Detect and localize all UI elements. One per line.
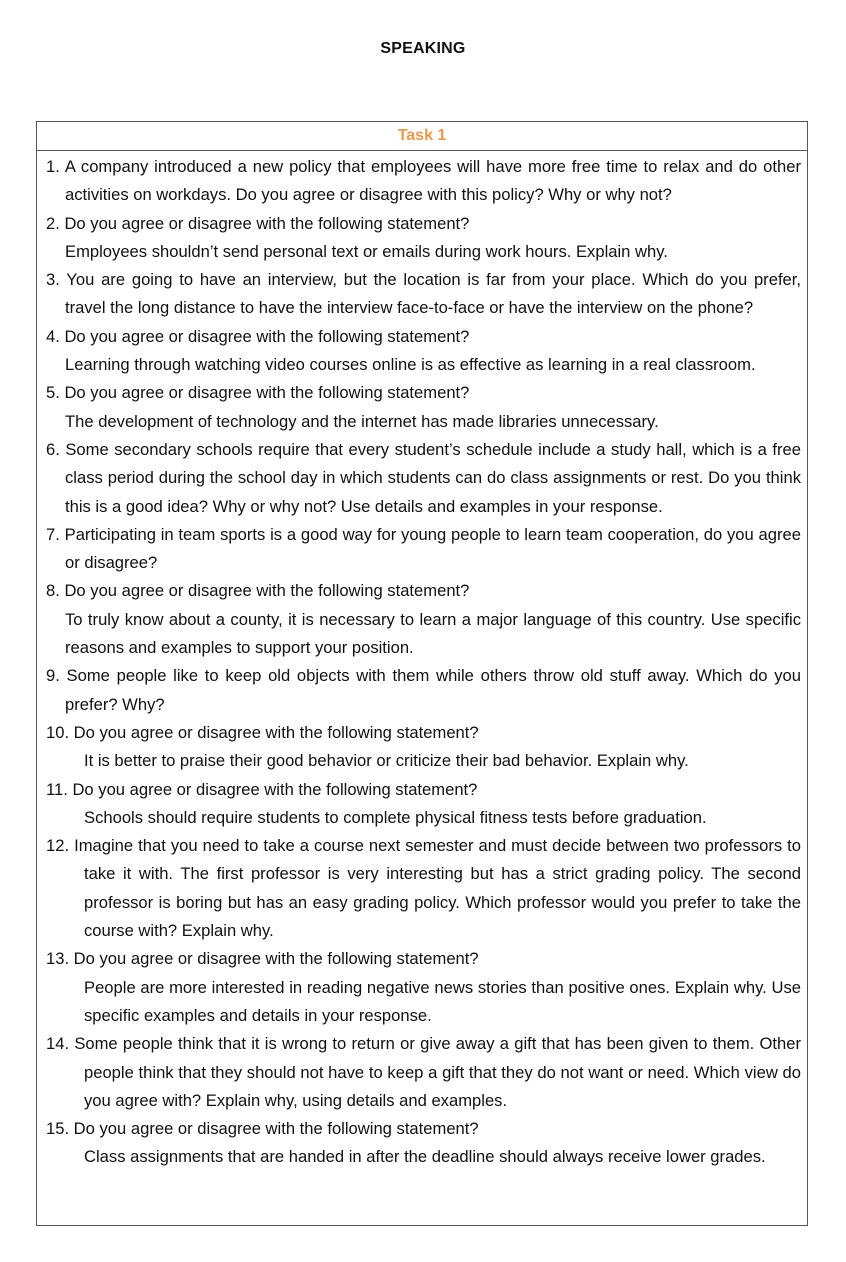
question-text: 15. Do you agree or disagree with the following statement? — [46, 1119, 479, 1139]
question-item — [46, 323, 801, 380]
question-statement: People are more interested in reading negative news stories than positive ones. Explain why. Use specific examples and details in your response. — [84, 977, 801, 1025]
page-title: SPEAKING — [380, 40, 466, 57]
question-item — [46, 379, 801, 436]
question-statement: It is better to praise their good behavior or criticize their bad behavior. Explain why. — [84, 751, 689, 771]
question-item — [46, 266, 801, 323]
question-item — [46, 436, 801, 521]
question-item — [46, 832, 801, 945]
question-item — [46, 1030, 801, 1115]
question-text: 2. Do you agree or disagree with the following statement? — [46, 213, 470, 233]
question-text: 12. Imagine that you need to take a course next semester and must decide between two professors to take it with. The first professor is very interesting but has a strict grading policy. The second professor is boring but has an easy grading policy. Which professor would you prefer to take the course with? Explain why. — [46, 836, 801, 941]
question-text: 8. Do you agree or disagree with the following statement? — [46, 581, 470, 601]
question-text: 1. A company introduced a new policy that employees will have more free time to relax and do other activities on workdays. Do you agree or disagree with this policy? Why or why not? — [46, 157, 801, 205]
question-text: 10. Do you agree or disagree with the following statement? — [46, 722, 479, 742]
question-item — [46, 945, 801, 1030]
question-text: 14. Some people think that it is wrong to return or give away a gift that has been given to them. Other people think that they should not have to keep a gift that they do not want or need. Which view do you agree with? Explain why, using details and examples. — [46, 1034, 801, 1110]
question-statement: To truly know about a county, it is necessary to learn a major language of this country. Use specific reasons and examples to support your position. — [65, 609, 801, 658]
question-text: 7. Participating in team sports is a good way for young people to learn team cooperation, do you agree or disagree? — [46, 524, 801, 573]
question-text: 6. Some secondary schools require that every student’s schedule include a study hall, which is a free class period during the school day in which students can do class assignments or rest. Do you think this is a good idea? Why or why not? Use details and examples in your response. — [46, 439, 801, 516]
question-statement: Schools should require students to complete physical fitness tests before graduation. — [84, 807, 707, 827]
question-item — [46, 1115, 801, 1172]
question-text: 3. You are going to have an interview, but the location is far from your place. Which do you prefer, travel the long distance to have the interview face-to-face or have the interview on the phone? — [46, 270, 801, 318]
question-statement: Employees shouldn’t send personal text or emails during work hours. Explain why. — [65, 241, 668, 261]
question-item — [46, 719, 801, 776]
question-text: 9. Some people like to keep old objects with them while others throw old stuff away. Which do you prefer? Why? — [46, 666, 801, 714]
question-statement: The development of technology and the internet has made libraries unnecessary. — [65, 411, 659, 431]
question-text: 5. Do you agree or disagree with the following statement? — [46, 383, 470, 403]
question-item — [46, 210, 801, 267]
question-item — [46, 577, 801, 662]
question-item — [46, 662, 801, 719]
task-header: Task 1 — [37, 122, 807, 151]
question-item — [46, 521, 801, 578]
question-statement: Learning through watching video courses online is as effective as learning in a real classroom. — [65, 355, 756, 375]
question-text: 11. Do you agree or disagree with the following statement? — [46, 779, 478, 799]
task-box — [36, 121, 808, 1226]
question-text: 4. Do you agree or disagree with the following statement? — [46, 326, 470, 346]
question-text: 13. Do you agree or disagree with the following statement? — [46, 949, 479, 969]
question-item — [46, 153, 801, 210]
question-item — [46, 776, 801, 833]
question-statement: Class assignments that are handed in after the deadline should always receive lower grades. — [84, 1147, 766, 1167]
question-list — [37, 151, 807, 1172]
